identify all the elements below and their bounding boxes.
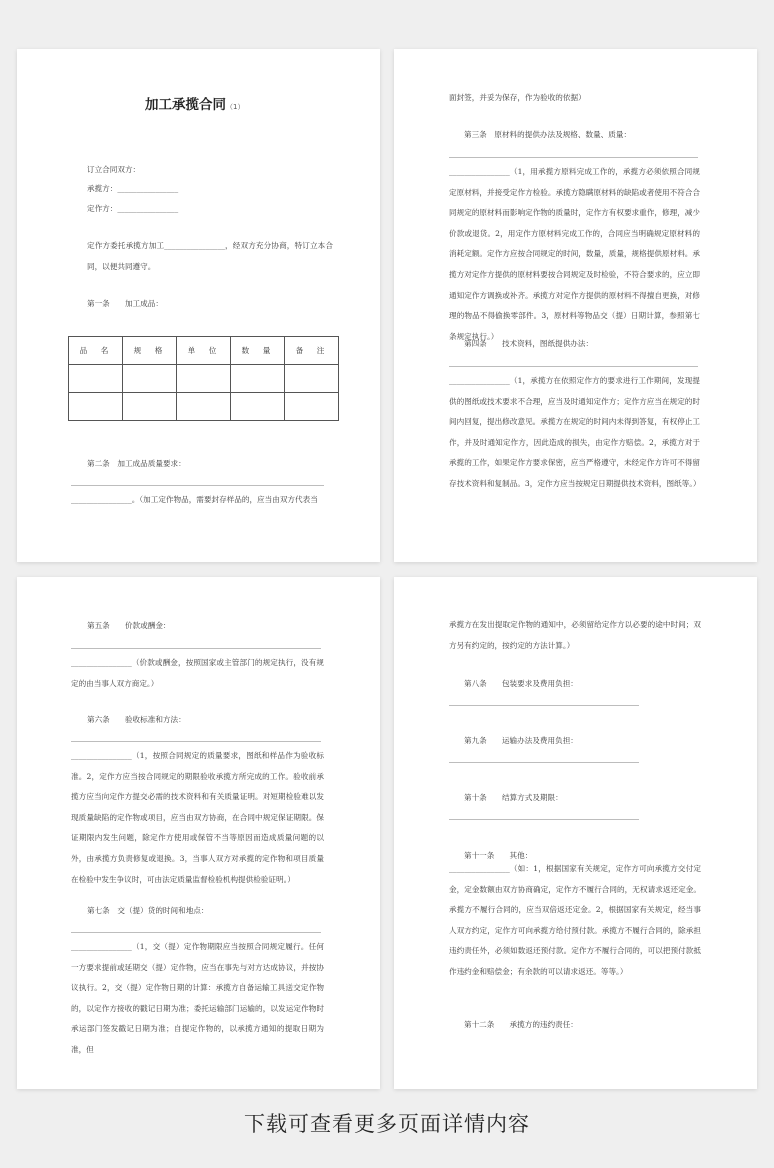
document-page-4 bbox=[394, 577, 757, 1089]
article-12-heading: 第十二条 承揽方的违约责任： bbox=[464, 1020, 578, 1029]
article-4-body: ________________（1，承揽方在依照定作方的要求进行工作期间，发现提供的图纸或技术要求不合理，应当及时通知定作方；定作方应当在规定的时间内回复，提出修改意见。承揽方在规定的时间内未得到答复，有权停止工作，并及时通知定作方，因此造成的损失，由定作方赔偿。2，承揽方对于承揽的工作，如果定作方要求保密，应当严格遵守，未经定作方许可不得留存技术资料和复制品。3，定作方应当按规定日期提供技术资料，图纸等。） bbox=[449, 376, 701, 488]
table-cell bbox=[177, 393, 231, 421]
article-9-heading: 第九条 运输办法及费用负担： bbox=[464, 736, 578, 745]
table-cell bbox=[123, 393, 177, 421]
table-row bbox=[69, 365, 339, 393]
article-5-body: ________________（价款或酬金，按照国家或主管部门的规定执行，没有规定的由当事人双方商定。） bbox=[71, 658, 324, 688]
document-page-2 bbox=[394, 49, 757, 562]
article-7-heading: 第七条 交（提）货的时间和地点： bbox=[87, 906, 209, 915]
blank-line bbox=[71, 648, 321, 649]
table-header: 单 位 bbox=[177, 337, 231, 365]
document-page-3 bbox=[17, 577, 380, 1089]
download-more-caption: 下载可查看更多页面详情内容 bbox=[244, 1112, 530, 1136]
document-page-1 bbox=[17, 49, 380, 562]
article-10-heading: 第十条 结算方式及期限： bbox=[464, 793, 563, 802]
table-row bbox=[69, 393, 339, 421]
article-4-heading: 第四条 技术资料，图纸提供办法： bbox=[464, 339, 594, 348]
article-2-body: ________________。（加工定作物品，需要封存样品的，应当由双方代表当 bbox=[71, 495, 318, 504]
article-6-body: ________________（1，按照合同规定的质量要求，图纸和样品作为验收标准。2，定作方应当按合同规定的期限验收承揽方所完成的工作。验收前承揽方应当向定作方提交必需的技术资料和有关质量证明。对短期检验难以发现质量缺陷的定作物或项目，应当由双方协商，在合同中规定保证期限。保证期限内发生问题，除定作方使用或保管不当等原因而造成质量问题的以外，由承揽方负责修复或退换。3，当事人双方对承揽的定作物和项目质量在检验中发生争议时，可由法定质量监督检验机构提供检验证明。） bbox=[71, 751, 324, 884]
blank-line bbox=[449, 366, 698, 367]
continued-text: 面封签，并妥为保存，作为验收的依据） bbox=[449, 93, 586, 102]
table-cell bbox=[69, 365, 123, 393]
article-11-heading: 第十一条 其他： bbox=[464, 851, 533, 860]
blank-line bbox=[71, 485, 324, 486]
table-cell bbox=[231, 393, 285, 421]
blank-line bbox=[449, 819, 639, 820]
article-6-heading: 第六条 验收标准和方法： bbox=[87, 715, 186, 724]
product-table bbox=[68, 336, 339, 421]
table-cell bbox=[177, 365, 231, 393]
article-5-heading: 第五条 价款或酬金： bbox=[87, 621, 171, 630]
table-cell bbox=[123, 365, 177, 393]
contract-title: 加工承揽合同（1） bbox=[145, 97, 245, 113]
table-header: 规 格 bbox=[123, 337, 177, 365]
table-header: 数 量 bbox=[231, 337, 285, 365]
party-heading: 订立合同双方： bbox=[87, 165, 141, 174]
table-header-row bbox=[69, 337, 339, 365]
article-2-heading: 第二条 加工成品质量要求： bbox=[87, 459, 186, 468]
table-cell bbox=[285, 393, 339, 421]
article-7-body: ________________（1，交（提）定作物期限应当按照合同规定履行。任何一方要求提前或延期交（提）定作物，应当在事先与对方达成协议，并按协议执行。2，交（提）定作物日期的计算：承揽方自备运输工具送交定作物的，以定作方接收的戳记日期为准；委托运输部门运输的，以发运定作物时承运部门签发戳记日期为准；自提定作物的，以承揽方通知的提取日期为准，但 bbox=[71, 942, 324, 1054]
blank-line bbox=[71, 932, 321, 933]
table-cell bbox=[231, 365, 285, 393]
table-header: 品 名 bbox=[69, 337, 123, 365]
table-header: 备 注 bbox=[285, 337, 339, 365]
article-8-heading: 第八条 包装要求及费用负担： bbox=[464, 679, 578, 688]
blank-line bbox=[449, 157, 698, 158]
article-3-body: ________________（1，用承揽方原料完成工作的，承揽方必须依照合同规定原材料，并接受定作方检验。承揽方隐瞒原材料的缺陷或者使用不符合合同规定的原材料而影响定作物的质量时，定作方有权要求重作，修理，减少价款或退货。2，用定作方原材料完成工作的，合同应当明确规定原材料的消耗定额。定作方应按合同规定的时间，数量，质量，规格提供原材料。承揽方对定作方提供的原材料要按合同规定及时检验，不符合要求的，应立即通知定作方调换或补齐。承揽方对定作方提供的原材料不得擅自更换，对修理的物品不得偷换零部件。3，原材料等物品交（提）日期计算，参照第七条规定执行。） bbox=[449, 167, 700, 341]
article-1-heading: 第一条 加工成品： bbox=[87, 299, 163, 308]
continued-text: 承揽方在发出提取定作物的通知中，必须留给定作方以必要的途中时间；双方另有约定的，按约定的方法计算。） bbox=[449, 620, 701, 650]
orderer-line: 定作方：________________ bbox=[87, 204, 179, 213]
blank-line bbox=[449, 705, 639, 706]
article-3-heading: 第三条 原材料的提供办法及规格、数量、质量： bbox=[464, 130, 632, 139]
blank-line bbox=[449, 762, 639, 763]
table-cell bbox=[69, 393, 123, 421]
article-11-body: ________________（如：1，根据国家有关规定，定作方可向承揽方交付定金，定金数额由双方协商确定，定作方不履行合同的，无权请求返还定金。承揽方不履行合同的，应当双倍返还定金。2，根据国家有关规定，经当事人双方约定，定作方可向承揽方给付预付款。承揽方不履行合同的，除承担违约责任外，必须如数返还预付款。定作方不履行合同的，可以把预付款抵作违约金和赔偿金；有余款的可以请求返还。等等。） bbox=[449, 864, 701, 976]
intro-paragraph: 定作方委托承揽方加工________________，经双方充分协商，特订立本合同，以便共同遵守。 bbox=[87, 241, 333, 271]
table-cell bbox=[285, 365, 339, 393]
blank-line bbox=[71, 741, 321, 742]
contractor-line: 承揽方：________________ bbox=[87, 184, 179, 193]
